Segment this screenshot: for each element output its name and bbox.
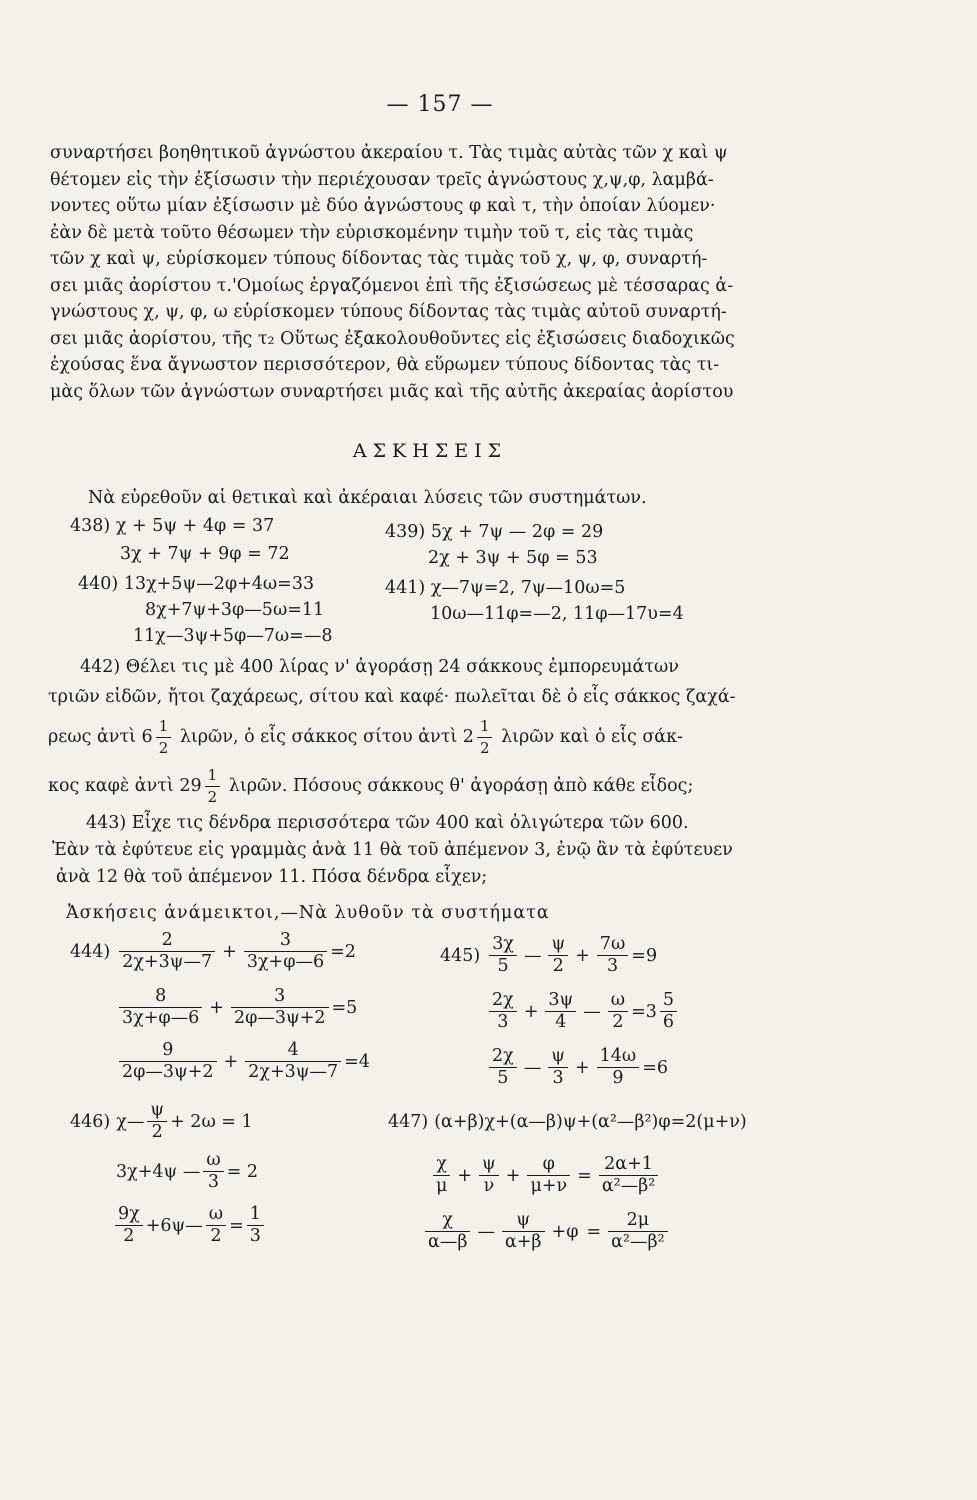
problem-441-eq2: 10ω—11φ=—2, 11φ—17υ=4 [430,604,684,624]
operator: — [523,1057,542,1078]
denominator: 5 [497,956,509,976]
fraction [597,934,628,977]
problem-line: Ἐὰν τὰ ἐφύτευε εἰς γραμμὰς ἀνὰ 11 θὰ τοῦ ἀπέμενον 3, ἐνῷ ἂν τὰ ἐφύτευεν [52,840,733,860]
fraction [489,990,517,1033]
fraction [502,1210,545,1253]
numerator: 3 [231,986,329,1008]
problem-446-row1 [70,1100,253,1143]
problem-label: 441) [385,578,426,598]
equation: (α+β)χ+(α—β)ψ+(α²—β²)φ=2(μ+ν) [434,1112,747,1132]
denominator: 2χ+3ψ—7 [248,1062,339,1082]
problem-447-row1 [388,1112,747,1132]
page-number: — 157 — [386,92,494,117]
problem-444-row2 [116,986,357,1029]
section-heading: ΑΣΚΗΣΕΙΣ [352,440,508,462]
equals-sign: = [586,1221,602,1242]
fraction [119,986,202,1029]
problem-line [48,716,818,759]
denominator: α+β [504,1232,542,1252]
denominator: 3 [552,1068,564,1088]
numerator: 2χ [489,990,517,1012]
problem-445-row3 [486,1046,668,1089]
denominator: α²—β² [601,1176,656,1196]
fraction-one-half [205,765,221,808]
problem-label: 438) [70,516,111,536]
denominator: 2 [207,788,218,806]
equation: χ + 5ψ + 4φ = 37 [115,516,275,536]
intro-line: μὰς ὅλων τῶν ἀγνώστων συναρτήσει μιᾶς καὶ τῆς αὐτῆς ἀκεραίας ἀορίστου [50,381,734,402]
fraction-one-half [156,716,172,759]
problem-line: ἀνὰ 12 θὰ τοῦ ἀπέμενον 11. Πόσα δένδρα εἶχεν; [56,867,488,887]
denominator: 3 [207,1172,220,1192]
problem-440-eq1 [78,574,314,594]
problem-447-row3 [422,1210,671,1253]
problem-446-row3 [112,1204,267,1247]
numerator: χ [425,1210,470,1232]
denominator: 4 [555,1012,567,1032]
numerator: 8 [119,986,202,1008]
numerator: 9 [119,1040,217,1062]
numerator: 5 [660,990,677,1012]
denominator: 2 [151,1122,163,1142]
numerator: χ [433,1154,450,1176]
problem-line: 442) Θέλει τις μὲ 400 λίρας ν' ἀγοράσῃ 24 σάκκους ἐμπορευμάτων [80,657,679,677]
text-segment: κος καφὲ ἀντὶ 29 [48,776,202,796]
fraction [115,1204,143,1247]
numerator: ψ [548,934,568,956]
numerator: 1 [477,716,493,738]
operator: + [574,1057,590,1078]
fraction [244,930,327,973]
numerator: 14ω [597,1046,640,1068]
fraction [548,1046,568,1089]
numerator: 2α+1 [599,1154,658,1176]
problem-444-row3 [116,1040,370,1083]
operator: — [583,1001,601,1022]
operator: — [477,1221,495,1242]
numerator: 4 [245,1040,341,1062]
fraction [203,1150,223,1193]
problem-438-eq1 [70,516,274,536]
numerator: 2 [119,930,215,952]
intro-line: συναρτήσει βοηθητικοῦ ἀγνώστου ἀκεραίου τ. Τὰς τιμὰς αὐτὰς τῶν χ καὶ ψ [50,143,728,163]
right-hand-side: =9 [631,945,658,966]
right-hand-side: =6 [642,1057,669,1078]
numerator: ω [203,1150,223,1172]
denominator: 2φ—3ψ+2 [122,1062,214,1082]
numerator: 1 [205,765,221,787]
problem-445-row1 [440,934,657,977]
denominator: α—β [428,1232,468,1252]
fraction [597,1046,640,1089]
equation-part: = 2 [226,1161,258,1182]
denominator: 2χ+3ψ—7 [122,952,213,972]
denominator: μ [436,1176,448,1196]
problem-440-eq2: 8χ+7ψ+3φ—5ω=11 [145,600,325,620]
denominator: 2 [123,1226,135,1246]
equation-part: χ— [116,1111,145,1132]
mixed-exercises-heading: Ἀσκήσεις ἀνάμεικτοι,—Νὰ λυθοῦν τὰ συστήματα [66,903,550,923]
denominator: 2 [210,1226,222,1246]
equation: χ—7ψ=2, 7ψ—10ω=5 [430,578,626,598]
problem-445-row2 [486,990,680,1033]
intro-line: τῶν χ καὶ ψ, εὑρίσκομεν τύπους δίδοντας τὰς τιμὰς τοῦ χ, ψ, φ, συναρτή- [50,249,708,269]
numerator: ψ [479,1154,499,1176]
operator: + [222,941,237,962]
text-segment: λιρῶν. Πόσους σάκκους θ' ἀγοράσῃ ἀπὸ κάθε εἶδος; [228,776,694,796]
intro-line: σει μιᾶς ἀορίστου, τῆς τ₂ Οὕτως ἐξακολουθοῦντες εἰς ἐξισώσεις διαδοχικῶς [50,328,735,349]
fraction [147,1100,167,1143]
task-statement: Νὰ εὑρεθοῦν αἱ θετικαὶ καὶ ἀκέραιαι λύσεις τῶν συστημάτων. [88,488,647,508]
numerator: φ [527,1154,570,1176]
equation: 13χ+5ψ—2φ+4ω=33 [123,574,315,594]
denominator: 6 [662,1012,675,1032]
problem-444-row1 [70,930,356,973]
intro-line: θέτομεν εἰς τὴν ἐξίσωσιν τὴν περιέχουσαν τρεῖς ἀγνώστους χ,ψ,φ, λαμβά- [50,169,714,190]
problem-label: 444) [70,941,111,962]
fraction [479,1154,499,1197]
problem-label: 447) [388,1112,429,1132]
denominator: 9 [612,1068,624,1088]
problem-line [48,765,818,808]
numerator: 3ψ [545,990,576,1012]
problem-438-eq2: 3χ + 7ψ + 9φ = 72 [120,544,290,564]
problem-439-eq2: 2χ + 3ψ + 5φ = 53 [428,548,598,568]
fraction [608,990,628,1033]
intro-paragraph [50,140,820,405]
problem-line: τριῶν εἰδῶν, ἤτοι ζαχάρεως, σίτου καὶ καφέ· πωλεῖται δὲ ὁ εἷς σάκκος ζαχά- [48,687,736,707]
fraction [119,1040,217,1083]
fraction [119,930,215,973]
equation: 5χ + 7ψ — 2φ = 29 [430,522,604,542]
numerator: 3χ [489,934,517,956]
operator: +φ [551,1221,579,1242]
numerator: ψ [548,1046,568,1068]
operator: + [575,945,590,966]
text-segment: λιρῶν καὶ ὁ εἷς σάκ- [501,727,683,747]
right-hand-side: =4 [344,1051,370,1072]
denominator: 3 [607,956,619,976]
fraction [489,1046,517,1089]
problem-442 [48,652,818,808]
denominator: 2 [158,739,169,757]
denominator: 2 [479,739,490,757]
right-hand-side: =5 [331,997,358,1018]
equation-part: + 2ω = 1 [170,1111,253,1132]
denominator: 3χ+φ—6 [122,1008,200,1028]
fraction [206,1204,226,1247]
problem-label: 446) [70,1111,111,1132]
denominator: 2φ—3ψ+2 [233,1008,326,1028]
problem-446-row2 [116,1150,258,1193]
numerator: 2χ [489,1046,517,1068]
intro-line: γνώστους χ, ψ, φ, ω εὑρίσκομεν τύπους δίδοντας τὰς τιμὰς αὐτοῦ συναρτή- [50,302,727,322]
fraction-one-half [477,716,493,759]
denominator: 2 [552,956,564,976]
operator: + [457,1165,473,1186]
text-segment: ρεως ἀντὶ 6 [48,727,153,747]
fraction [425,1210,470,1253]
numerator: 3 [244,930,327,952]
denominator: α²—β² [611,1232,665,1252]
operator: + [505,1165,521,1186]
operator: — [523,945,542,966]
numerator: ψ [147,1100,167,1122]
fraction [599,1154,658,1197]
operator: + [209,997,224,1018]
numerator: 7ω [597,934,628,956]
intro-line: ἐὰν δὲ μετὰ τοῦτο θέσωμεν τὴν εὑρισκομένην τιμὴν τοῦ τ, εἰς τὰς τιμὰς [50,222,694,243]
fraction [527,1154,570,1197]
operator: + [223,1051,239,1072]
denominator: 2 [612,1012,624,1032]
intro-line: ἐχούσας ἕνα ἄγνωστον περισσότερον, θὰ εὕρωμεν τύπους δίδοντας τὰς τι- [50,355,720,375]
fraction [231,986,329,1029]
text-segment: λιρῶν, ὁ εἷς σάκκος σίτου ἀντὶ 2 [179,727,474,747]
numerator: 1 [156,716,172,738]
fraction [545,990,576,1033]
numerator: 2μ [608,1210,667,1232]
problem-label: 439) [385,522,426,542]
fraction [433,1154,450,1197]
equation-part: 3χ+4ψ — [116,1161,201,1182]
problem-label: 440) [78,574,119,594]
equals-sign: = [229,1215,244,1236]
denominator: 5 [497,1068,509,1088]
problem-443 [48,810,818,891]
problem-440-eq3: 11χ—3ψ+5φ—7ω=—8 [133,626,333,646]
numerator: ω [608,990,628,1012]
intro-line: νοντες οὕτω μίαν ἐξίσωσιν μὲ δύο ἀγνώστους φ καὶ τ, τὴν ὁποίαν λύομεν· [50,196,716,216]
problem-447-row2 [430,1154,661,1197]
fraction [247,1204,264,1247]
numerator: 1 [247,1204,264,1226]
fraction [245,1040,341,1083]
denominator: 3 [497,1012,509,1032]
equation-part: +6ψ— [145,1215,203,1236]
denominator: 3 [249,1226,261,1246]
denominator: ν [483,1176,495,1196]
denominator: μ+ν [530,1176,568,1196]
right-hand-side: =2 [330,941,356,962]
numerator: ω [206,1204,226,1226]
fraction [489,934,517,977]
numerator: ψ [502,1210,545,1232]
problem-line: 443) Εἶχε τις δένδρα περισσότερα τῶν 400 καὶ ὀλιγώτερα τῶν 600. [86,813,689,833]
denominator: 3χ+φ—6 [246,952,325,972]
right-hand-side: =3 [631,1001,657,1022]
fraction [548,934,568,977]
problem-439-eq1 [385,522,603,542]
fraction [660,990,677,1033]
operator: + [523,1001,539,1022]
problem-label: 445) [440,945,481,966]
intro-line: σει μιᾶς ἀορίστου τ.'Ομοίως ἐργαζόμενοι ἐπὶ τῆς ἐξισώσεως μὲ τέσσαρας ἀ- [50,275,734,296]
fraction [608,1210,667,1253]
equals-sign: = [577,1165,592,1186]
problem-441-eq1 [385,578,625,598]
numerator: 9χ [115,1204,143,1226]
